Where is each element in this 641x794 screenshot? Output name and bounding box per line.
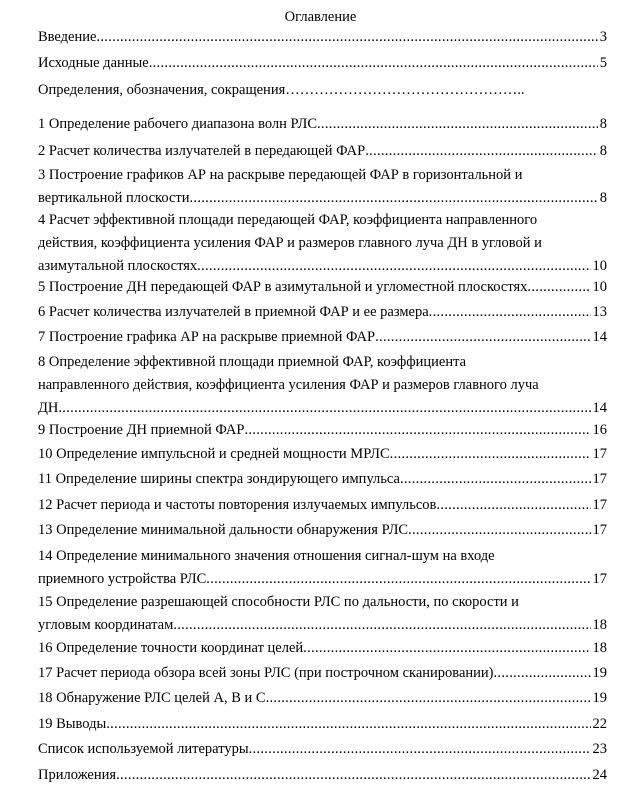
dot-leader <box>206 568 590 591</box>
toc-entry-section-9[interactable] <box>38 419 607 442</box>
toc-page-number: 16 <box>592 422 607 438</box>
dot-leader <box>58 397 590 420</box>
toc-page-number: 17 <box>592 446 607 462</box>
toc-entry-section-3[interactable] <box>38 164 607 210</box>
dot-leader <box>365 140 598 163</box>
toc-entry-label: 1 Определение рабочего диапазона волн РЛС <box>38 116 317 132</box>
toc-entry-label: 10 Определение импульсной и средней мощности МРЛС <box>38 446 390 462</box>
toc-entry-label: Введение <box>38 29 97 45</box>
toc-entry-label: 15 Определение разрешающей способности РЛС по дальности, по скорости и <box>38 594 519 610</box>
dot-leader <box>303 637 590 660</box>
toc-entry-definitions[interactable] <box>38 79 607 102</box>
toc-entry-section-10[interactable] <box>38 443 607 466</box>
toc-entry-section-13[interactable] <box>38 519 607 542</box>
toc-entry-label: 18 Обнаружение РЛС целей А, В и С <box>38 690 266 706</box>
toc-entry-label: Исходные данные <box>38 55 149 71</box>
toc-page-number: 13 <box>592 304 607 320</box>
toc-entry-label: 3 Построение графиков АР на раскрыве передающей ФАР в горизонтальной и <box>38 167 523 183</box>
dot-leader <box>408 519 590 542</box>
toc-page-number: 18 <box>592 640 607 656</box>
toc-entry-label: 6 Расчет количества излучателей в приемной ФАР и ее размера <box>38 304 429 320</box>
toc-entry-section-4[interactable] <box>38 209 607 278</box>
toc-page-number: 17 <box>592 522 607 538</box>
toc-page-number: 10 <box>592 279 607 295</box>
toc-page-number: 10 <box>592 258 607 274</box>
toc-entry-label: направленного действия, коэффициента усиления ФАР и размеров главного луча <box>38 377 539 393</box>
toc-entry-section-2[interactable] <box>38 140 607 163</box>
dot-leader <box>436 494 590 517</box>
toc-entry-label: 12 Расчет периода и частоты повторения излучаемых импульсов <box>38 497 437 513</box>
toc-entry-label: 9 Построение ДН приемной ФАР <box>38 422 245 438</box>
dot-leader <box>400 468 591 491</box>
dot-leader <box>244 419 590 442</box>
toc-entry-section-11[interactable] <box>38 468 607 491</box>
toc-page-number: 24 <box>592 767 607 783</box>
toc-entry-section-17[interactable] <box>38 662 607 685</box>
toc-entry-section-12[interactable] <box>38 494 607 517</box>
toc-entry-label: действия, коэффициента усиления ФАР и размеров главного луча ДН в угловой и <box>38 235 542 251</box>
toc-page-number: 19 <box>592 690 607 706</box>
toc-page-number: 3 <box>599 29 607 45</box>
toc-page-number: 22 <box>592 716 607 732</box>
toc-page-number: 14 <box>592 329 607 345</box>
toc-entry-section-7[interactable] <box>38 326 607 349</box>
toc-entry-label: азимутальной плоскостях <box>38 258 198 274</box>
toc-entry-initial-data[interactable] <box>38 52 607 75</box>
toc-page-number: 17 <box>592 571 607 587</box>
dot-leader <box>197 255 590 278</box>
toc-entry-label: 7 Построение графика АР на раскрыве приемной ФАР <box>38 329 376 345</box>
dot-leader <box>96 26 597 49</box>
dot-leader <box>106 713 590 736</box>
toc-page-number: 8 <box>599 143 607 159</box>
toc-entry-label: Определения, обозначения, сокращения………………………………………….. <box>38 82 525 98</box>
toc-page-number: 8 <box>599 116 607 132</box>
dot-leader <box>429 301 591 324</box>
toc-entry-label: 4 Расчет эффективной площади передающей ФАР, коэффициента направленного <box>38 212 538 228</box>
toc-entry-introduction[interactable] <box>38 26 607 49</box>
toc-entry-label: ДН <box>38 400 59 416</box>
dot-leader <box>317 113 598 136</box>
toc-entry-label: Приложения <box>38 767 117 783</box>
toc-entry-appendices[interactable] <box>38 764 607 787</box>
dot-leader <box>390 443 591 466</box>
toc-entry-section-18[interactable] <box>38 687 607 710</box>
toc-entry-label: 14 Определение минимального значения отношения сигнал-шум на входе <box>38 548 495 564</box>
toc-page-number: 8 <box>599 190 607 206</box>
toc-entry-label: угловым координатам <box>38 617 174 633</box>
toc-entry-section-1[interactable] <box>38 113 607 136</box>
dot-leader <box>527 276 590 299</box>
dot-leader <box>266 687 591 710</box>
toc-entry-label: Список используемой литературы <box>38 741 249 757</box>
toc-entry-label: 5 Построение ДН передающей ФАР в азимутальной и угломестной плоскостях <box>38 279 528 295</box>
dot-leader <box>249 738 591 761</box>
toc-entry-section-14[interactable] <box>38 545 607 591</box>
toc-entry-label: 19 Выводы <box>38 716 107 732</box>
toc-entry-references[interactable] <box>38 738 607 761</box>
toc-page-number: 17 <box>592 497 607 513</box>
toc-entry-section-15[interactable] <box>38 591 607 637</box>
dot-leader <box>375 326 590 349</box>
toc-entry-label: вертикальной плоскости <box>38 190 190 206</box>
toc-page-number: 14 <box>592 400 607 416</box>
toc-entry-label: 8 Определение эффективной площади приемной ФАР, коэффициента <box>38 354 467 370</box>
toc-page-number: 23 <box>592 741 607 757</box>
toc-entry-label: 13 Определение минимальной дальности обнаружения РЛС <box>38 522 409 538</box>
toc-page-number: 18 <box>592 617 607 633</box>
toc-entry-label: 16 Определение точности координат целей <box>38 640 304 656</box>
dot-leader <box>149 52 598 75</box>
toc-page-number: 17 <box>592 471 607 487</box>
toc-entry-label: 11 Определение ширины спектра зондирующего импульса <box>38 471 400 487</box>
dot-leader <box>116 764 590 787</box>
dot-leader <box>173 614 590 637</box>
dot-leader <box>494 662 591 685</box>
toc-page-number: 5 <box>599 55 607 71</box>
toc-entry-label: 17 Расчет периода обзора всей зоны РЛС (при построчном сканировании) <box>38 665 494 681</box>
toc-entry-section-8[interactable] <box>38 351 607 420</box>
toc-entry-section-6[interactable] <box>38 301 607 324</box>
toc-entry-section-19[interactable] <box>38 713 607 736</box>
toc-entry-section-16[interactable] <box>38 637 607 660</box>
toc-title: Оглавление <box>284 9 357 25</box>
toc-entry-label: 2 Расчет количества излучателей в передающей ФАР <box>38 143 366 159</box>
dot-leader <box>189 187 597 210</box>
toc-entry-label: приемного устройства РЛС <box>38 571 207 587</box>
toc-page-number: 19 <box>592 665 607 681</box>
toc-entry-section-5[interactable] <box>38 276 607 299</box>
